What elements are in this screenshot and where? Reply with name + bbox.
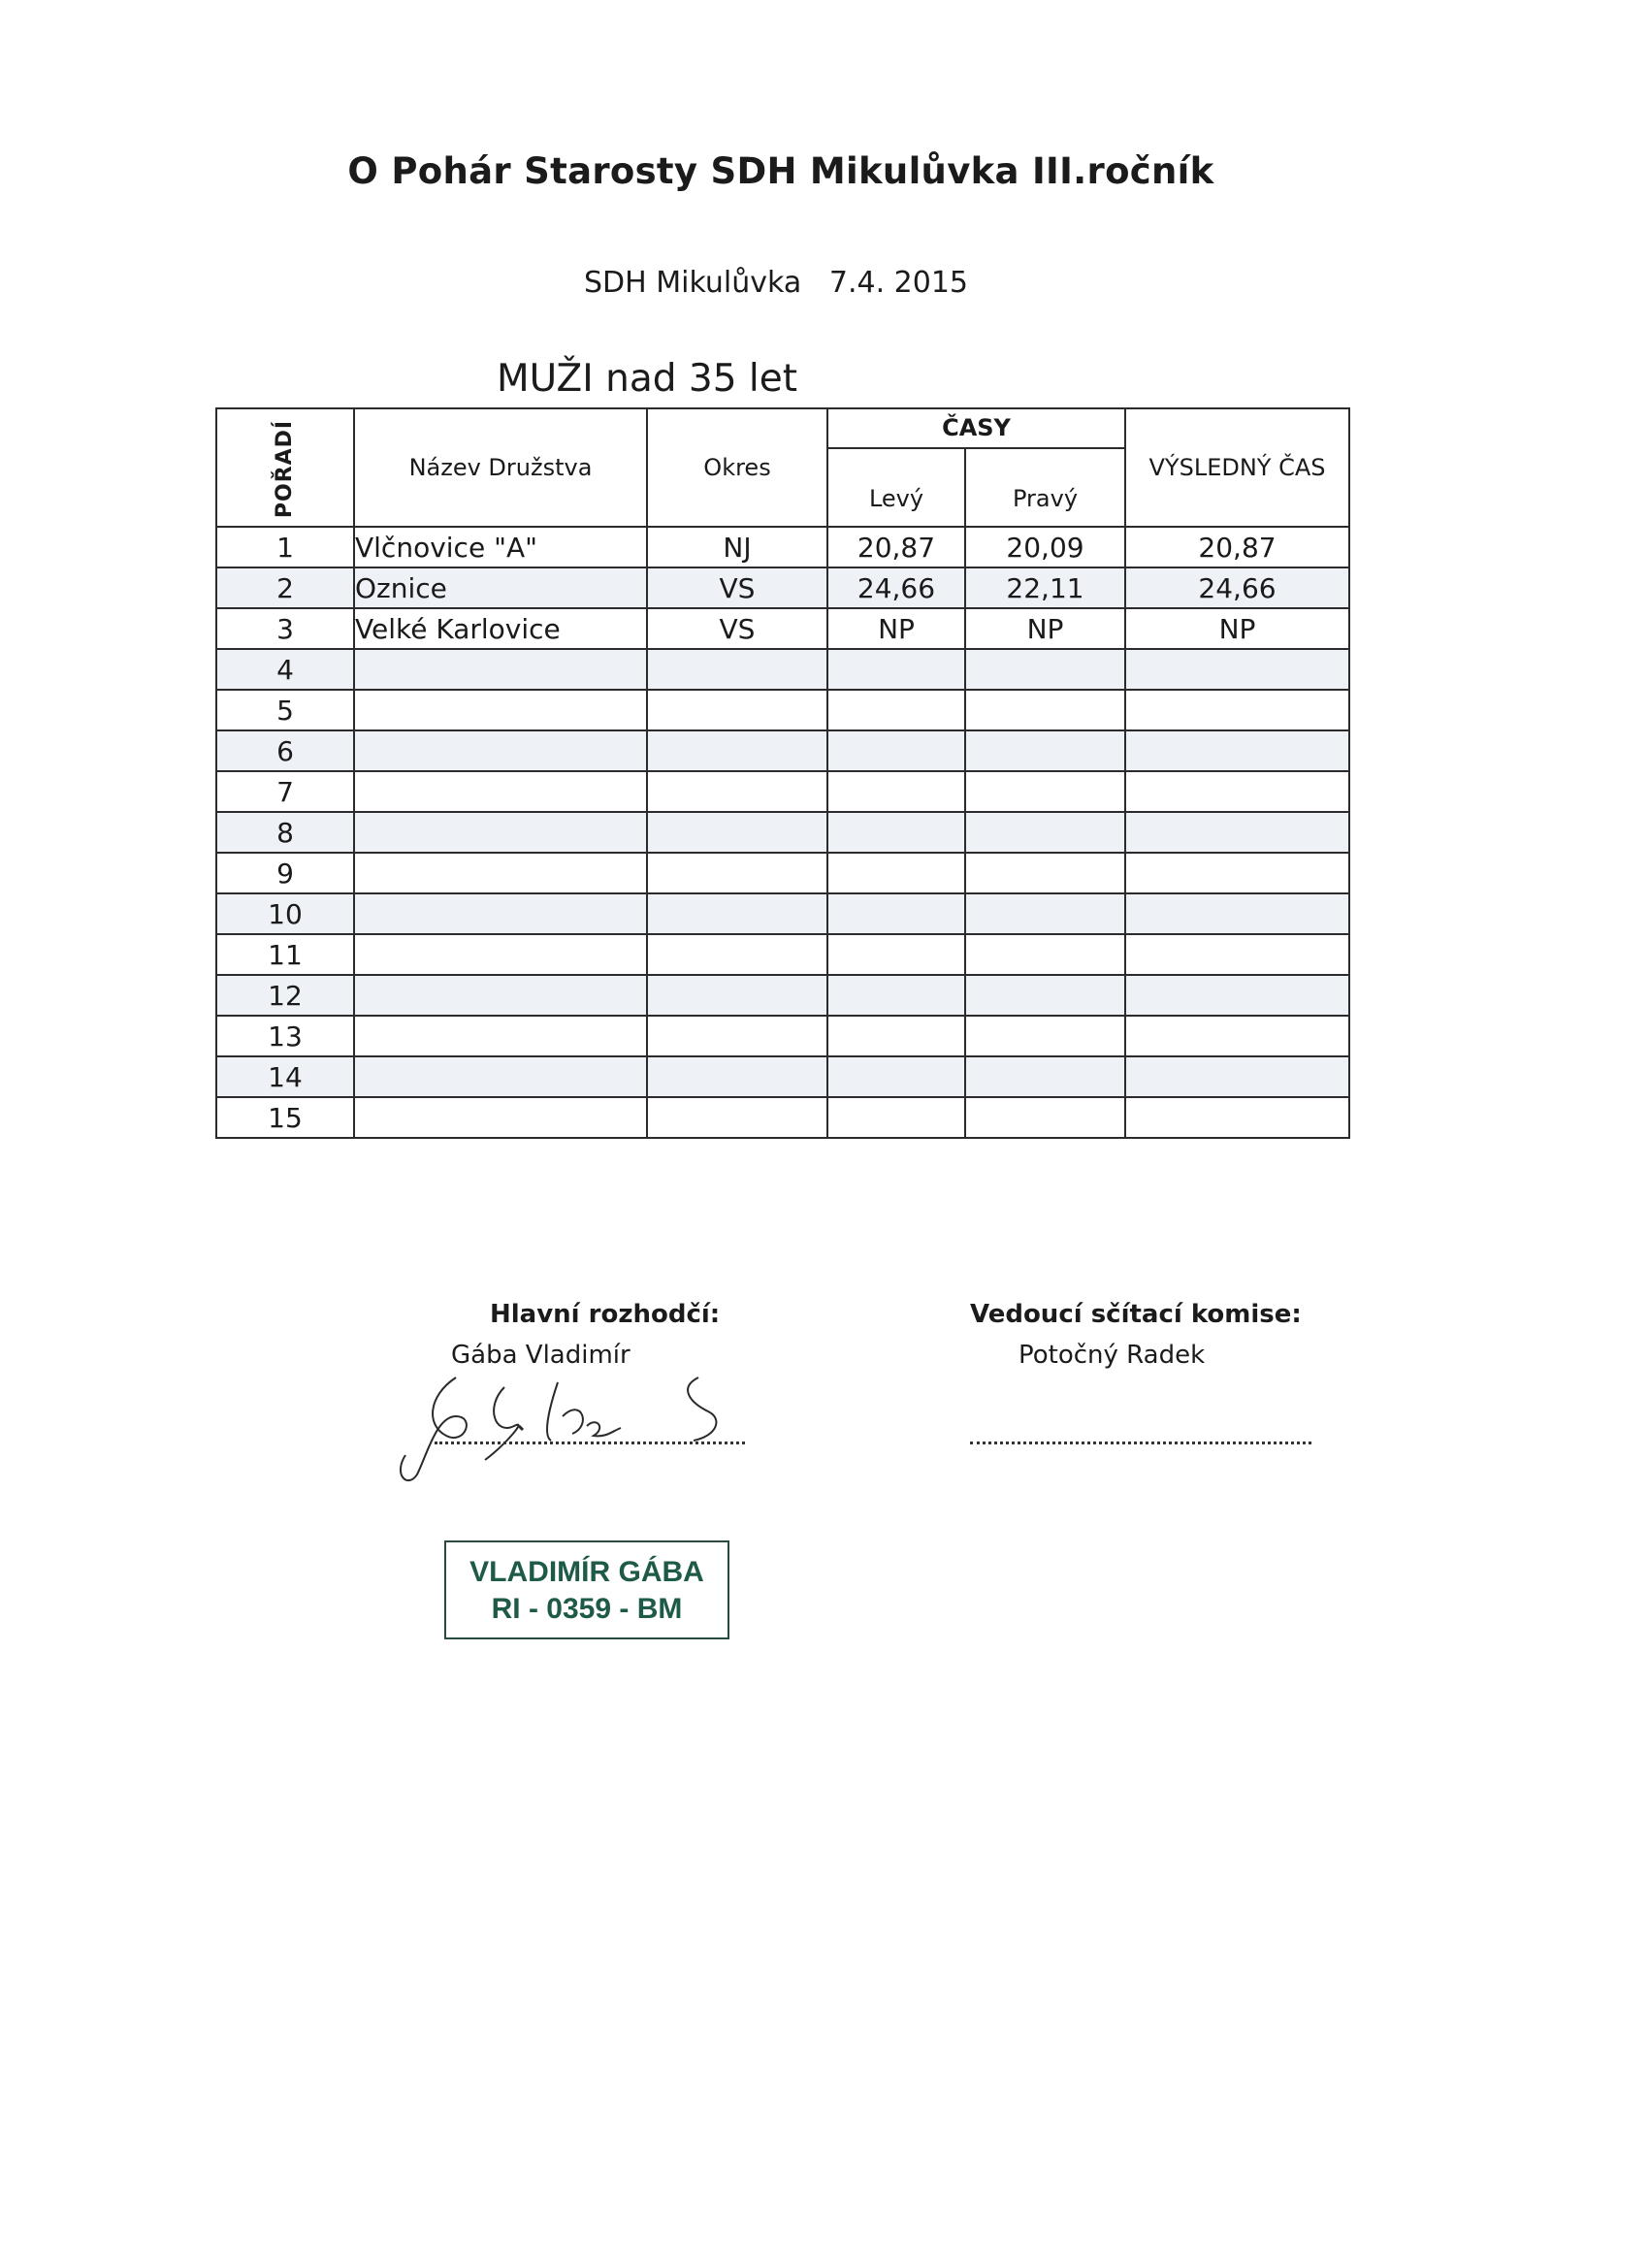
results-body (216, 527, 1349, 1138)
okres-cell (647, 853, 827, 893)
rank-cell: 12 (216, 975, 354, 1016)
team-name-cell (354, 690, 647, 730)
rank-cell: 14 (216, 1056, 354, 1097)
header-poradi (216, 408, 354, 527)
pravy-cell (965, 934, 1125, 975)
okres-cell (647, 771, 827, 812)
rank-cell: 7 (216, 771, 354, 812)
result-cell (1125, 771, 1349, 812)
rank-cell: 10 (216, 893, 354, 934)
rank-cell: 3 (216, 608, 354, 649)
okres-cell (647, 934, 827, 975)
pravy-cell (965, 649, 1125, 690)
team-name-cell (354, 1097, 647, 1138)
document-title: O Pohár Starosty SDH Mikulůvka III.ročník (347, 150, 1214, 192)
result-cell (1125, 812, 1349, 853)
header-pravy-label: Pravý (1012, 485, 1079, 513)
team-name-cell (354, 934, 647, 975)
pravy-cell: 20,09 (965, 527, 1125, 567)
levy-cell (827, 690, 965, 730)
table-row (216, 567, 1349, 608)
header-levy-label: Levý (868, 485, 924, 513)
pravy-cell (965, 812, 1125, 853)
team-name-cell (354, 975, 647, 1016)
pravy-cell (965, 853, 1125, 893)
table-row (216, 853, 1349, 893)
rank-cell: 1 (216, 527, 354, 567)
rank-cell: 4 (216, 649, 354, 690)
result-cell (1125, 1097, 1349, 1138)
result-cell (1125, 853, 1349, 893)
team-name-cell (354, 1016, 647, 1056)
commission-head-signature-line (970, 1442, 1311, 1444)
okres-cell: NJ (647, 527, 827, 567)
stamp-line-2: RI - 0359 - BM (491, 1593, 683, 1625)
result-cell (1125, 690, 1349, 730)
header-pravy (965, 448, 1125, 527)
team-name-cell (354, 893, 647, 934)
rank-cell: 2 (216, 567, 354, 608)
pravy-cell: 22,11 (965, 567, 1125, 608)
levy-cell: 24,66 (827, 567, 965, 608)
levy-cell (827, 853, 965, 893)
document-subtitle: SDH Mikulůvka 7.4. 2015 (584, 266, 968, 300)
commission-head-label: Vedoucí sčítací komise: (970, 1300, 1302, 1329)
table-row (216, 690, 1349, 730)
team-name-cell (354, 730, 647, 771)
levy-cell: NP (827, 608, 965, 649)
result-cell (1125, 1016, 1349, 1056)
rank-cell: 9 (216, 853, 354, 893)
chief-referee-label: Hlavní rozhodčí: (490, 1300, 721, 1329)
levy-cell (827, 893, 965, 934)
result-cell (1125, 730, 1349, 771)
team-name-cell (354, 853, 647, 893)
table-row (216, 1056, 1349, 1097)
levy-cell (827, 771, 965, 812)
pravy-cell (965, 730, 1125, 771)
team-name-cell: Oznice (354, 567, 647, 608)
levy-cell (827, 1016, 965, 1056)
okres-cell (647, 649, 827, 690)
header-levy (827, 448, 965, 527)
okres-cell (647, 812, 827, 853)
okres-cell (647, 690, 827, 730)
team-name-cell: Velké Karlovice (354, 608, 647, 649)
pravy-cell (965, 975, 1125, 1016)
category-heading: MUŽI nad 35 let (497, 357, 798, 401)
results-table (215, 407, 1350, 1139)
levy-cell (827, 1097, 965, 1138)
okres-cell (647, 975, 827, 1016)
header-casy: ČASY (827, 408, 1125, 448)
pravy-cell (965, 1016, 1125, 1056)
result-cell (1125, 893, 1349, 934)
stamp-line-1: VLADIMÍR GÁBA (469, 1556, 704, 1588)
levy-cell (827, 812, 965, 853)
rank-cell: 5 (216, 690, 354, 730)
pravy-cell: NP (965, 608, 1125, 649)
pravy-cell (965, 1097, 1125, 1138)
table-row (216, 771, 1349, 812)
header-okres: Okres (647, 408, 827, 527)
table-row (216, 608, 1349, 649)
chief-referee-name: Gába Vladimír (451, 1341, 630, 1370)
team-name-cell (354, 812, 647, 853)
table-row (216, 527, 1349, 567)
okres-cell: VS (647, 567, 827, 608)
table-row (216, 1016, 1349, 1056)
pravy-cell (965, 771, 1125, 812)
table-row (216, 1097, 1349, 1138)
team-name-cell (354, 1056, 647, 1097)
okres-cell (647, 1097, 827, 1138)
header-poradi-label: POŘADÍ (273, 419, 298, 519)
referee-stamp (444, 1540, 729, 1639)
pravy-cell (965, 1056, 1125, 1097)
levy-cell (827, 934, 965, 975)
levy-cell (827, 1056, 965, 1097)
team-name-cell (354, 771, 647, 812)
table-row (216, 975, 1349, 1016)
result-cell (1125, 1056, 1349, 1097)
result-cell (1125, 649, 1349, 690)
okres-cell: VS (647, 608, 827, 649)
result-cell: 24,66 (1125, 567, 1349, 608)
okres-cell (647, 1056, 827, 1097)
table-row (216, 812, 1349, 853)
table-row (216, 893, 1349, 934)
chief-referee-signature-line (435, 1442, 745, 1444)
levy-cell (827, 730, 965, 771)
table-row (216, 934, 1349, 975)
handwritten-signature-icon (388, 1358, 757, 1494)
levy-cell (827, 975, 965, 1016)
okres-cell (647, 730, 827, 771)
table-row (216, 649, 1349, 690)
pravy-cell (965, 893, 1125, 934)
result-cell: NP (1125, 608, 1349, 649)
rank-cell: 13 (216, 1016, 354, 1056)
commission-head-name: Potočný Radek (1018, 1341, 1206, 1370)
okres-cell (647, 1016, 827, 1056)
result-cell (1125, 934, 1349, 975)
table-row (216, 730, 1349, 771)
okres-cell (647, 893, 827, 934)
levy-cell: 20,87 (827, 527, 965, 567)
rank-cell: 8 (216, 812, 354, 853)
rank-cell: 6 (216, 730, 354, 771)
pravy-cell (965, 690, 1125, 730)
result-cell: 20,87 (1125, 527, 1349, 567)
team-name-cell (354, 649, 647, 690)
result-cell (1125, 975, 1349, 1016)
header-name: Název Družstva (354, 408, 647, 527)
rank-cell: 15 (216, 1097, 354, 1138)
levy-cell (827, 649, 965, 690)
team-name-cell: Vlčnovice "A" (354, 527, 647, 567)
rank-cell: 11 (216, 934, 354, 975)
header-vysledny: VÝSLEDNÝ ČAS (1125, 408, 1349, 527)
